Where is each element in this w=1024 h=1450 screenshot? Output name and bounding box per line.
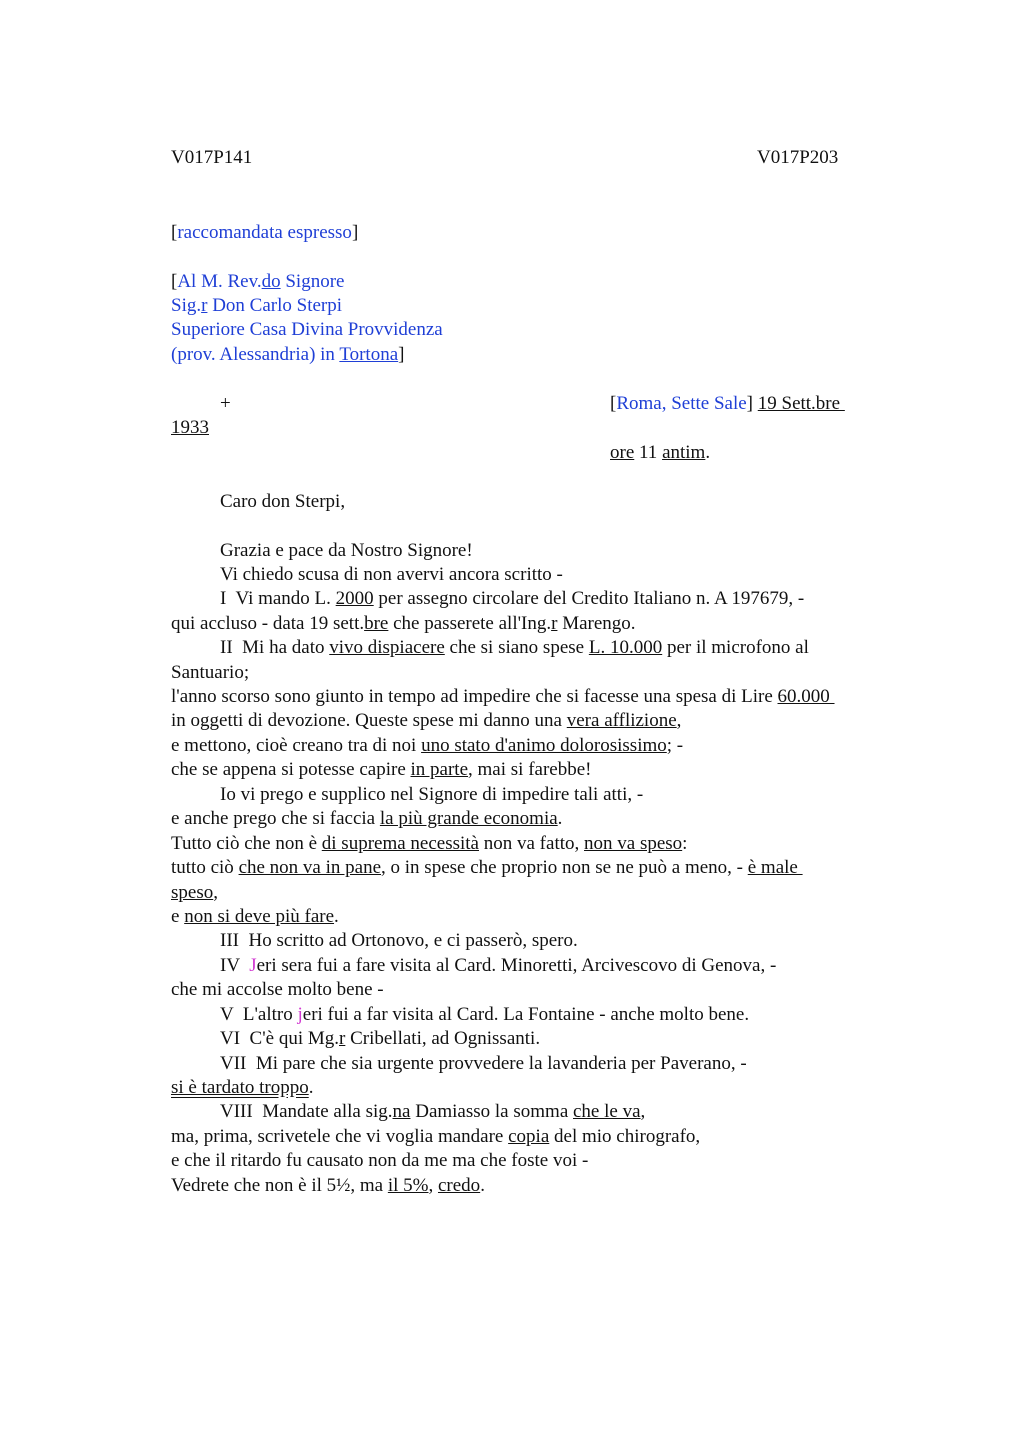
dateline-date: 19 Sett.bre xyxy=(757,393,845,414)
text: VIII Mandate alla sig. xyxy=(220,1101,393,1122)
underlined-text: non va speso xyxy=(584,833,683,854)
body-line xyxy=(220,954,776,978)
text: tutto ciò xyxy=(171,857,239,878)
text: che se appena si potesse capire xyxy=(171,759,411,780)
bracket-close: ] xyxy=(398,344,405,365)
double-underlined-text: si è tardato troppo xyxy=(171,1077,309,1098)
address-text: Al M. Rev. xyxy=(177,271,262,292)
underlined-text: che le va xyxy=(573,1101,641,1122)
body-line xyxy=(171,612,636,636)
address-abbrev: r xyxy=(201,295,208,316)
text: . xyxy=(480,1175,485,1196)
underlined-text: il 5% xyxy=(387,1175,429,1196)
underlined-text: 60.000 xyxy=(777,686,835,707)
text: . xyxy=(557,808,563,829)
body-line: VII Mi pare che sia urgente provvedere la lavanderia per Paverano, - xyxy=(220,1053,747,1074)
address-text: (prov. Alessandria) in xyxy=(171,344,340,365)
time-word: ore xyxy=(610,442,635,463)
corrected-letter: J xyxy=(249,955,257,976)
text: e xyxy=(171,906,185,927)
body-line xyxy=(171,1125,700,1149)
text: IV xyxy=(220,955,250,976)
text: del mio chirografo, xyxy=(549,1126,701,1147)
text: . xyxy=(308,1077,314,1098)
text: Cribellati, ad Ognissanti. xyxy=(345,1028,541,1049)
text: , xyxy=(213,882,218,903)
text: l'anno scorso sono giunto in tempo ad impedire che si facesse una spesa di Lire xyxy=(171,686,778,707)
dateline-place: Roma, Sette Sale xyxy=(616,393,747,414)
text: per assegno circolare del Credito Italiano n. A 197679, - xyxy=(373,588,805,609)
body-line xyxy=(171,1174,485,1198)
address-abbrev: do xyxy=(261,271,281,292)
body-line xyxy=(171,832,687,856)
body-line xyxy=(171,1076,313,1100)
body-line xyxy=(171,881,218,905)
underlined-text: speso xyxy=(171,882,214,903)
time-hour: 11 xyxy=(634,442,663,463)
text: Tutto ciò che non è xyxy=(171,833,322,854)
body-line: Santuario; xyxy=(171,662,250,683)
text: e anche prego che si faccia xyxy=(171,808,380,829)
text: Marengo. xyxy=(557,613,636,634)
page-code-left: V017P141 xyxy=(171,147,253,168)
dateline-time xyxy=(610,441,710,465)
address-line-4 xyxy=(171,343,404,367)
text: che si siano spese xyxy=(444,637,589,658)
body-line xyxy=(171,905,339,929)
bracket-open: [ xyxy=(171,271,178,292)
underlined-text: r xyxy=(551,613,558,634)
body-line xyxy=(220,1100,645,1124)
address-text: Don Carlo Sterpi xyxy=(207,295,343,316)
text: eri fui a far visita al Card. La Fontaine - anche molto bene. xyxy=(302,1004,750,1025)
text: , xyxy=(640,1101,646,1122)
text: ; - xyxy=(666,735,684,756)
text: Vedrete che non è il 5½, ma xyxy=(171,1175,388,1196)
body-line xyxy=(171,685,835,709)
text: , o in spese che proprio non se ne può a meno, - xyxy=(381,857,748,878)
corrected-letter: j xyxy=(297,1004,303,1025)
dateline xyxy=(610,392,845,416)
body-line: che mi accolse molto bene - xyxy=(171,979,384,1000)
body-line xyxy=(171,856,803,880)
text: Damiasso la somma xyxy=(410,1101,573,1122)
text: . xyxy=(334,906,339,927)
annotation-text: raccomandata espresso xyxy=(177,222,352,243)
text: per il microfono al xyxy=(662,637,809,658)
body-line xyxy=(220,636,809,660)
bracket-close: ] xyxy=(746,393,753,414)
underlined-text: vera afflizione xyxy=(566,710,677,731)
greeting: Grazia e pace da Nostro Signore! xyxy=(220,540,473,561)
dateline-year: 1933 xyxy=(171,417,209,438)
body-line: e che il ritardo fu causato non da me ma che foste voi - xyxy=(171,1150,589,1171)
text: VI C'è qui Mg. xyxy=(220,1028,340,1049)
text: non va fatto, xyxy=(479,833,585,854)
underlined-text: copia xyxy=(508,1126,550,1147)
punctuation: . xyxy=(705,442,711,463)
text: qui accluso - data 19 sett. xyxy=(171,613,365,634)
text: II Mi ha dato xyxy=(220,637,330,658)
address-line-3: Superiore Casa Divina Provvidenza xyxy=(171,319,443,340)
address-city: Tortona xyxy=(339,344,399,365)
address-text: Sig. xyxy=(171,295,202,316)
body-line xyxy=(171,709,681,733)
underlined-text: non si deve più fare xyxy=(184,906,335,927)
body-line: Io vi prego e supplico nel Signore di impedire tali atti, - xyxy=(220,784,644,805)
text: : xyxy=(682,833,688,854)
underlined-text: uno stato d'animo dolorosissimo xyxy=(421,735,667,756)
text: , mai si farebbe! xyxy=(468,759,592,780)
underlined-text: che non va in pane xyxy=(238,857,382,878)
underlined-text: di suprema necessità xyxy=(321,833,479,854)
underlined-text: na xyxy=(392,1101,411,1122)
underlined-text: in parte xyxy=(410,759,469,780)
underlined-text: vivo dispiacere xyxy=(329,637,445,658)
text: I Vi mando L. xyxy=(220,588,336,609)
underlined-text: 2000 xyxy=(335,588,374,609)
address-line-2 xyxy=(171,294,342,318)
body-line xyxy=(171,807,562,831)
address-text: Signore xyxy=(280,271,345,292)
body-line xyxy=(220,1003,749,1027)
text: in oggetti di devozione. Queste spese mi danno una xyxy=(171,710,567,731)
page-code-right: V017P203 xyxy=(757,147,839,168)
body-line xyxy=(220,587,804,611)
bracket-open: [ xyxy=(171,222,178,243)
underlined-text: la più grande economia xyxy=(379,808,558,829)
text: eri sera fui a fare visita al Card. Minoretti, Arcivescovo di Genova, - xyxy=(256,955,777,976)
body-line xyxy=(171,734,683,758)
salutation: Caro don Sterpi, xyxy=(220,491,346,512)
time-word: antim xyxy=(662,442,706,463)
body-line xyxy=(220,1027,540,1051)
text: che passerete all'Ing. xyxy=(388,613,552,634)
text: , xyxy=(428,1175,438,1196)
underlined-text: r xyxy=(339,1028,346,1049)
text: ma, prima, scrivetele che vi voglia mandare xyxy=(171,1126,509,1147)
underlined-text: L. 10.000 xyxy=(588,637,663,658)
body-line xyxy=(171,758,591,782)
cross-mark: + xyxy=(220,393,231,414)
address-line-1 xyxy=(171,270,344,294)
text: V L'altro xyxy=(220,1004,298,1025)
underlined-text: credo xyxy=(437,1175,481,1196)
body-line: III Ho scritto ad Ortonovo, e ci passerò, spero. xyxy=(220,930,578,951)
underlined-text: bre xyxy=(364,613,389,634)
bracket-close: ] xyxy=(351,222,359,243)
text: , xyxy=(676,710,682,731)
bracket-open: [ xyxy=(610,393,617,414)
body-line: Vi chiedo scusa di non avervi ancora scritto - xyxy=(220,564,563,585)
underlined-text: è male xyxy=(747,857,803,878)
mailing-annotation xyxy=(171,221,358,245)
text: e mettono, cioè creano tra di noi xyxy=(171,735,422,756)
